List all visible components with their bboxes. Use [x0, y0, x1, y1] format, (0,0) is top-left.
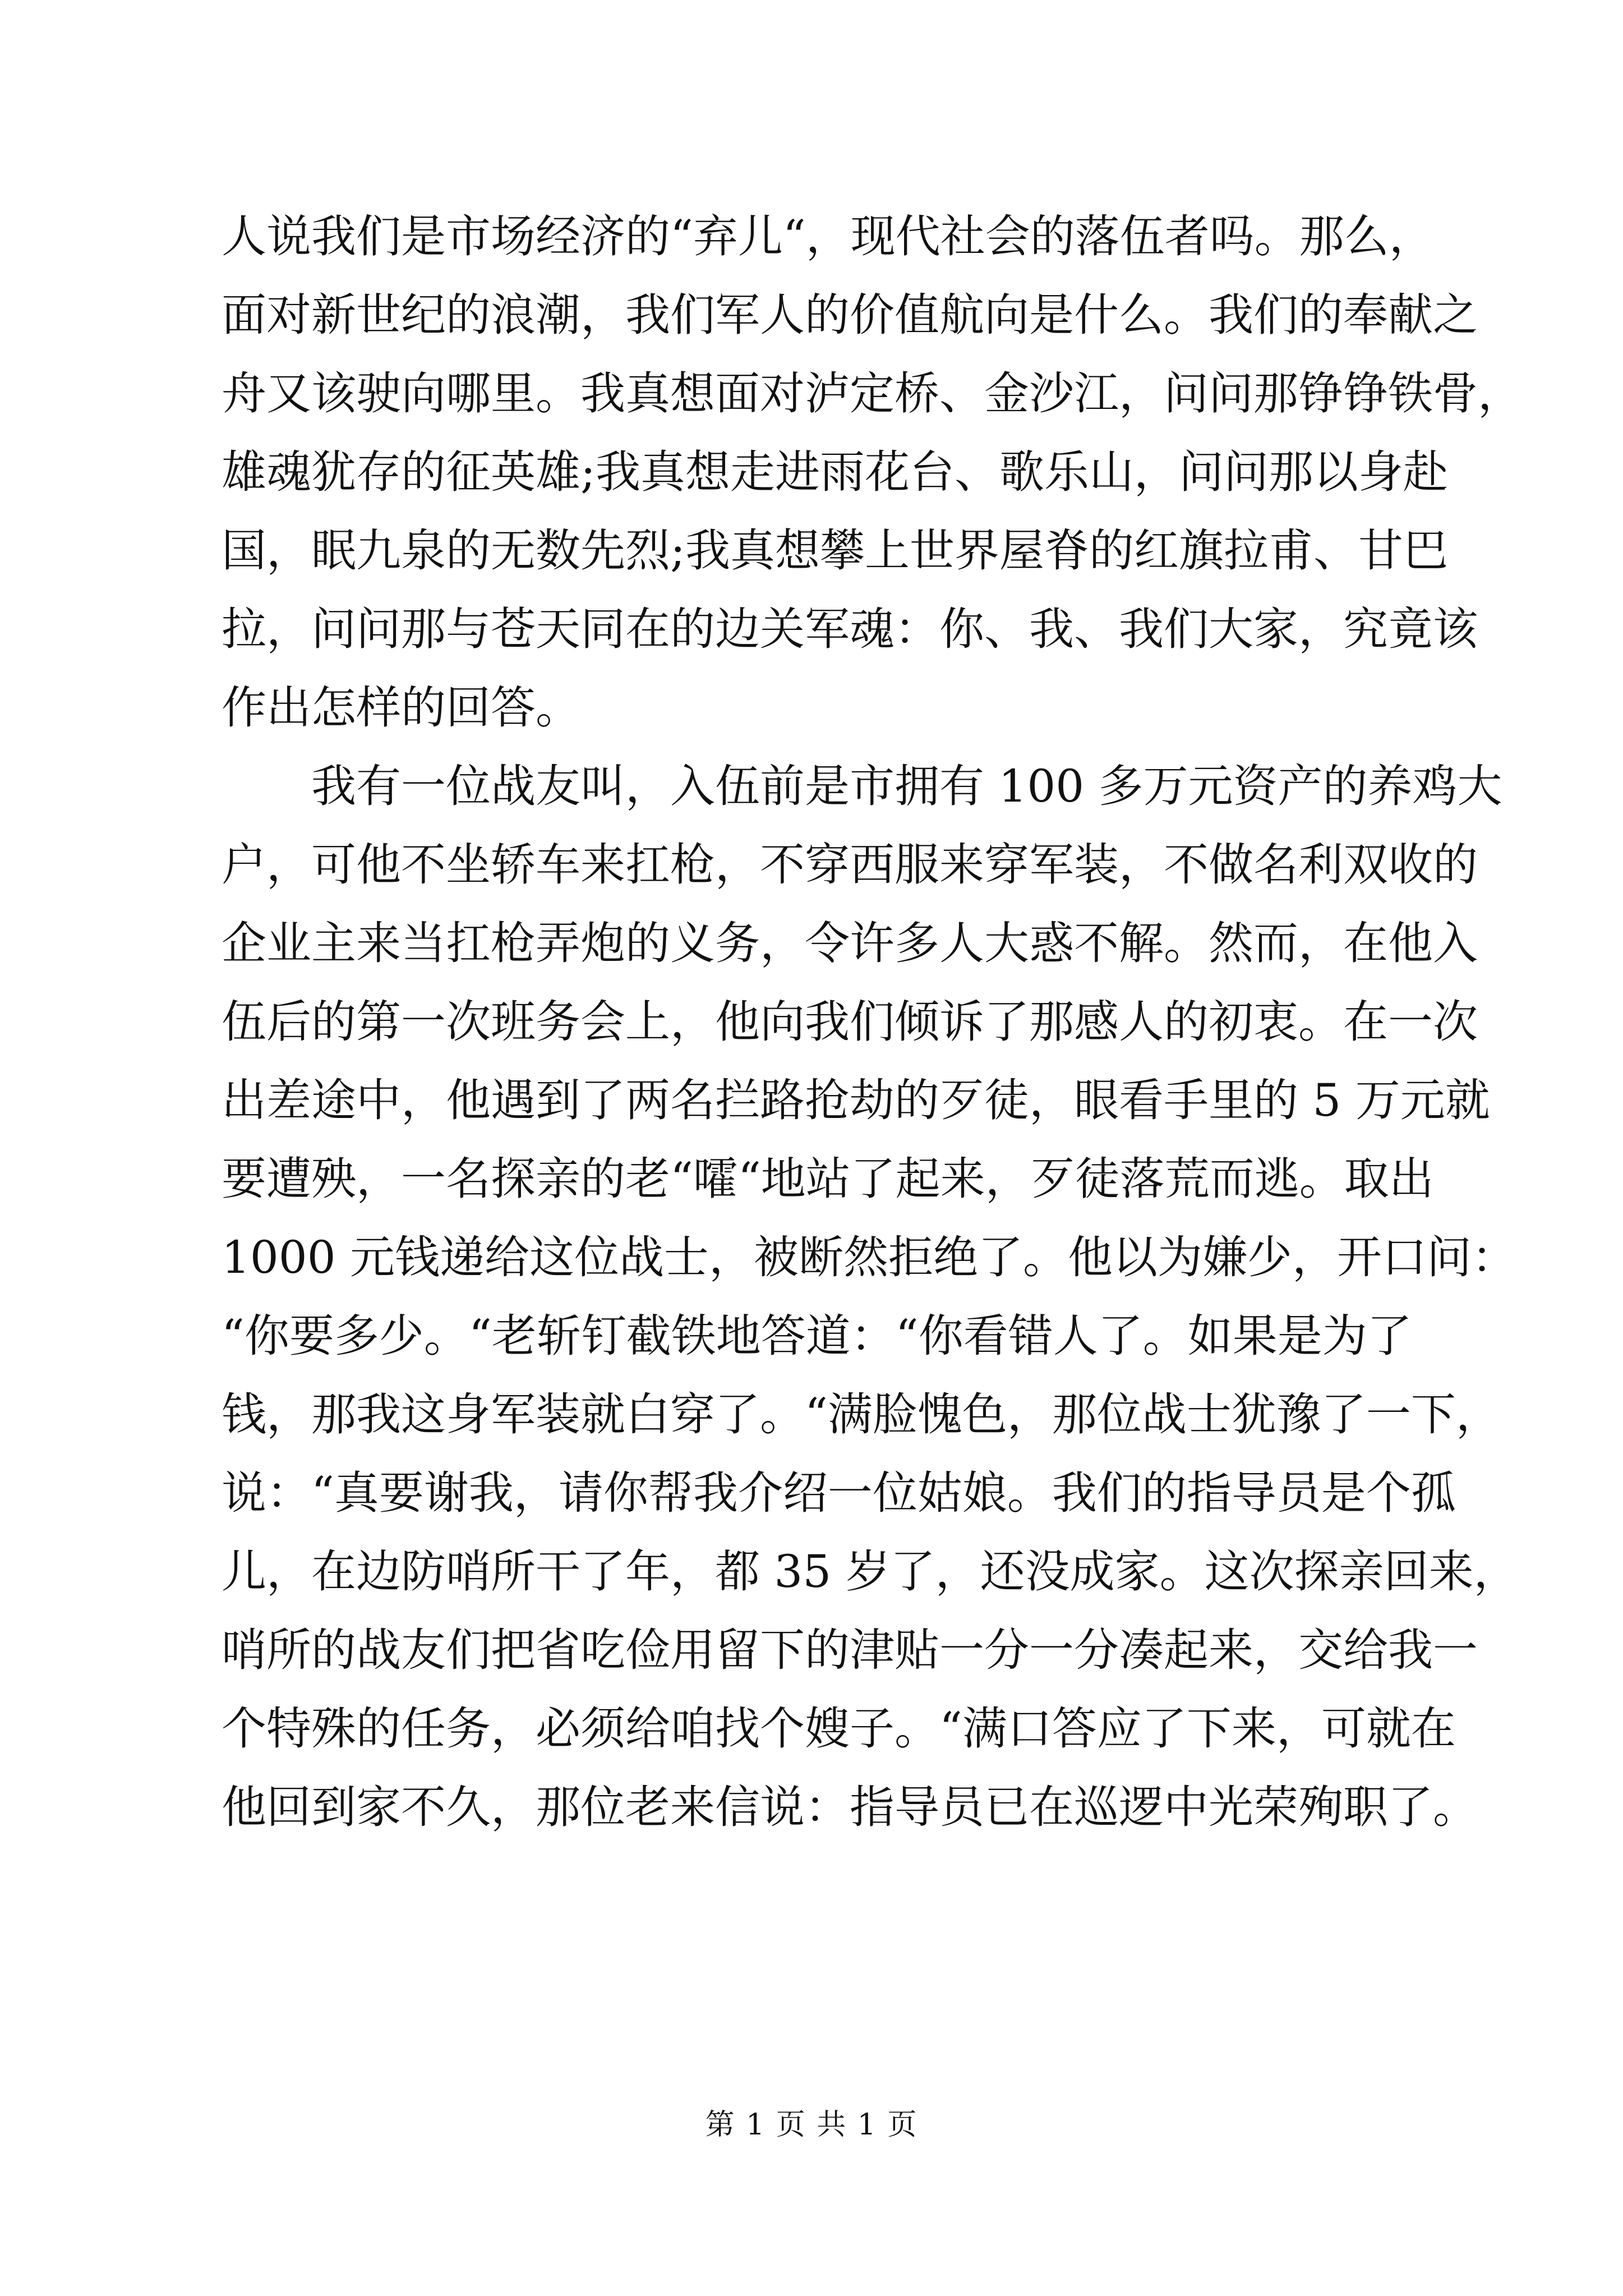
- text-line: 我有一位战友叫，入伍前是市拥有 100 多万元资产的养鸡大: [311, 760, 1502, 812]
- text-line: 企业主来当扛枪弄炮的义务，令许多人大惑不解。然而，在他入: [222, 917, 1478, 969]
- text-line: 钱，那我这身军装就白穿了。“满脸愧色，那位战士犹豫了一下，: [222, 1388, 1501, 1441]
- text-line: 个特殊的任务，必须给咱找个嫂子。“满口答应了下来，可就在: [222, 1703, 1456, 1755]
- page-footer: 第 1 页 共 1 页: [705, 2108, 918, 2142]
- text-line: “你要多少。“老斩钉截铁地答道：“你看错人了。如果是为了: [222, 1310, 1412, 1362]
- paragraph-1: [222, 197, 1523, 747]
- text-line: 儿，在边防哨所干了年，都 35 岁了，还没成家。这次探亲回来，: [222, 1545, 1519, 1598]
- text-line: 舟又该驶向哪里。我真想面对泸定桥、金沙江，问问那铮铮铁骨，: [222, 367, 1523, 420]
- text-line: 户，可他不坐轿车来扛枪，不穿西服来穿军装，不做名利双收的: [222, 839, 1478, 891]
- text-line: 哨所的战友们把省吃俭用留下的津贴一分一分凑起来，交给我一: [222, 1624, 1478, 1676]
- text-line: 伍后的第一次班务会上，他向我们倾诉了那感人的初衷。在一次: [222, 996, 1478, 1048]
- text-line: 出差途中，他遇到了两名拦路抢劫的歹徒，眼看手里的 5 万元就: [222, 1074, 1490, 1126]
- text-line: 面对新世纪的浪潮，我们军人的价值航向是什么。我们的奉献之: [222, 289, 1478, 341]
- text-line: 他回到家不久，那位老来信说：指导员已在巡逻中光荣殉职了。: [222, 1781, 1478, 1833]
- text-line: 要遭殃，一名探亲的老“嚯“地站了起来，歹徒落荒而逃。取出: [222, 1153, 1434, 1205]
- paragraph-2: [222, 747, 1519, 1847]
- text-line: 说：“真要谢我，请你帮我介绍一位姑娘。我们的指导员是个孤: [222, 1467, 1456, 1519]
- text-line: 1000 元钱递给这位战士，被断然拒绝了。他以为嫌少，开口问：: [222, 1231, 1517, 1283]
- text-line: 作出怎样的回答。: [222, 682, 580, 734]
- text-line: 拉，问问那与苍天同在的边关军魂：你、我、我们大家，究竟该: [222, 603, 1478, 655]
- text-line: 国，眠九泉的无数先烈;我真想攀上世界屋脊的红旗拉甫、甘巴: [222, 524, 1448, 577]
- document-body: [222, 197, 1523, 1847]
- text-line: 雄魂犹存的征英雄;我真想走进雨花台、歌乐山，问问那以身赴: [222, 446, 1448, 498]
- text-line: 人说我们是市场经济的“弃儿“，现代社会的落伍者吗。那么，: [222, 210, 1434, 263]
